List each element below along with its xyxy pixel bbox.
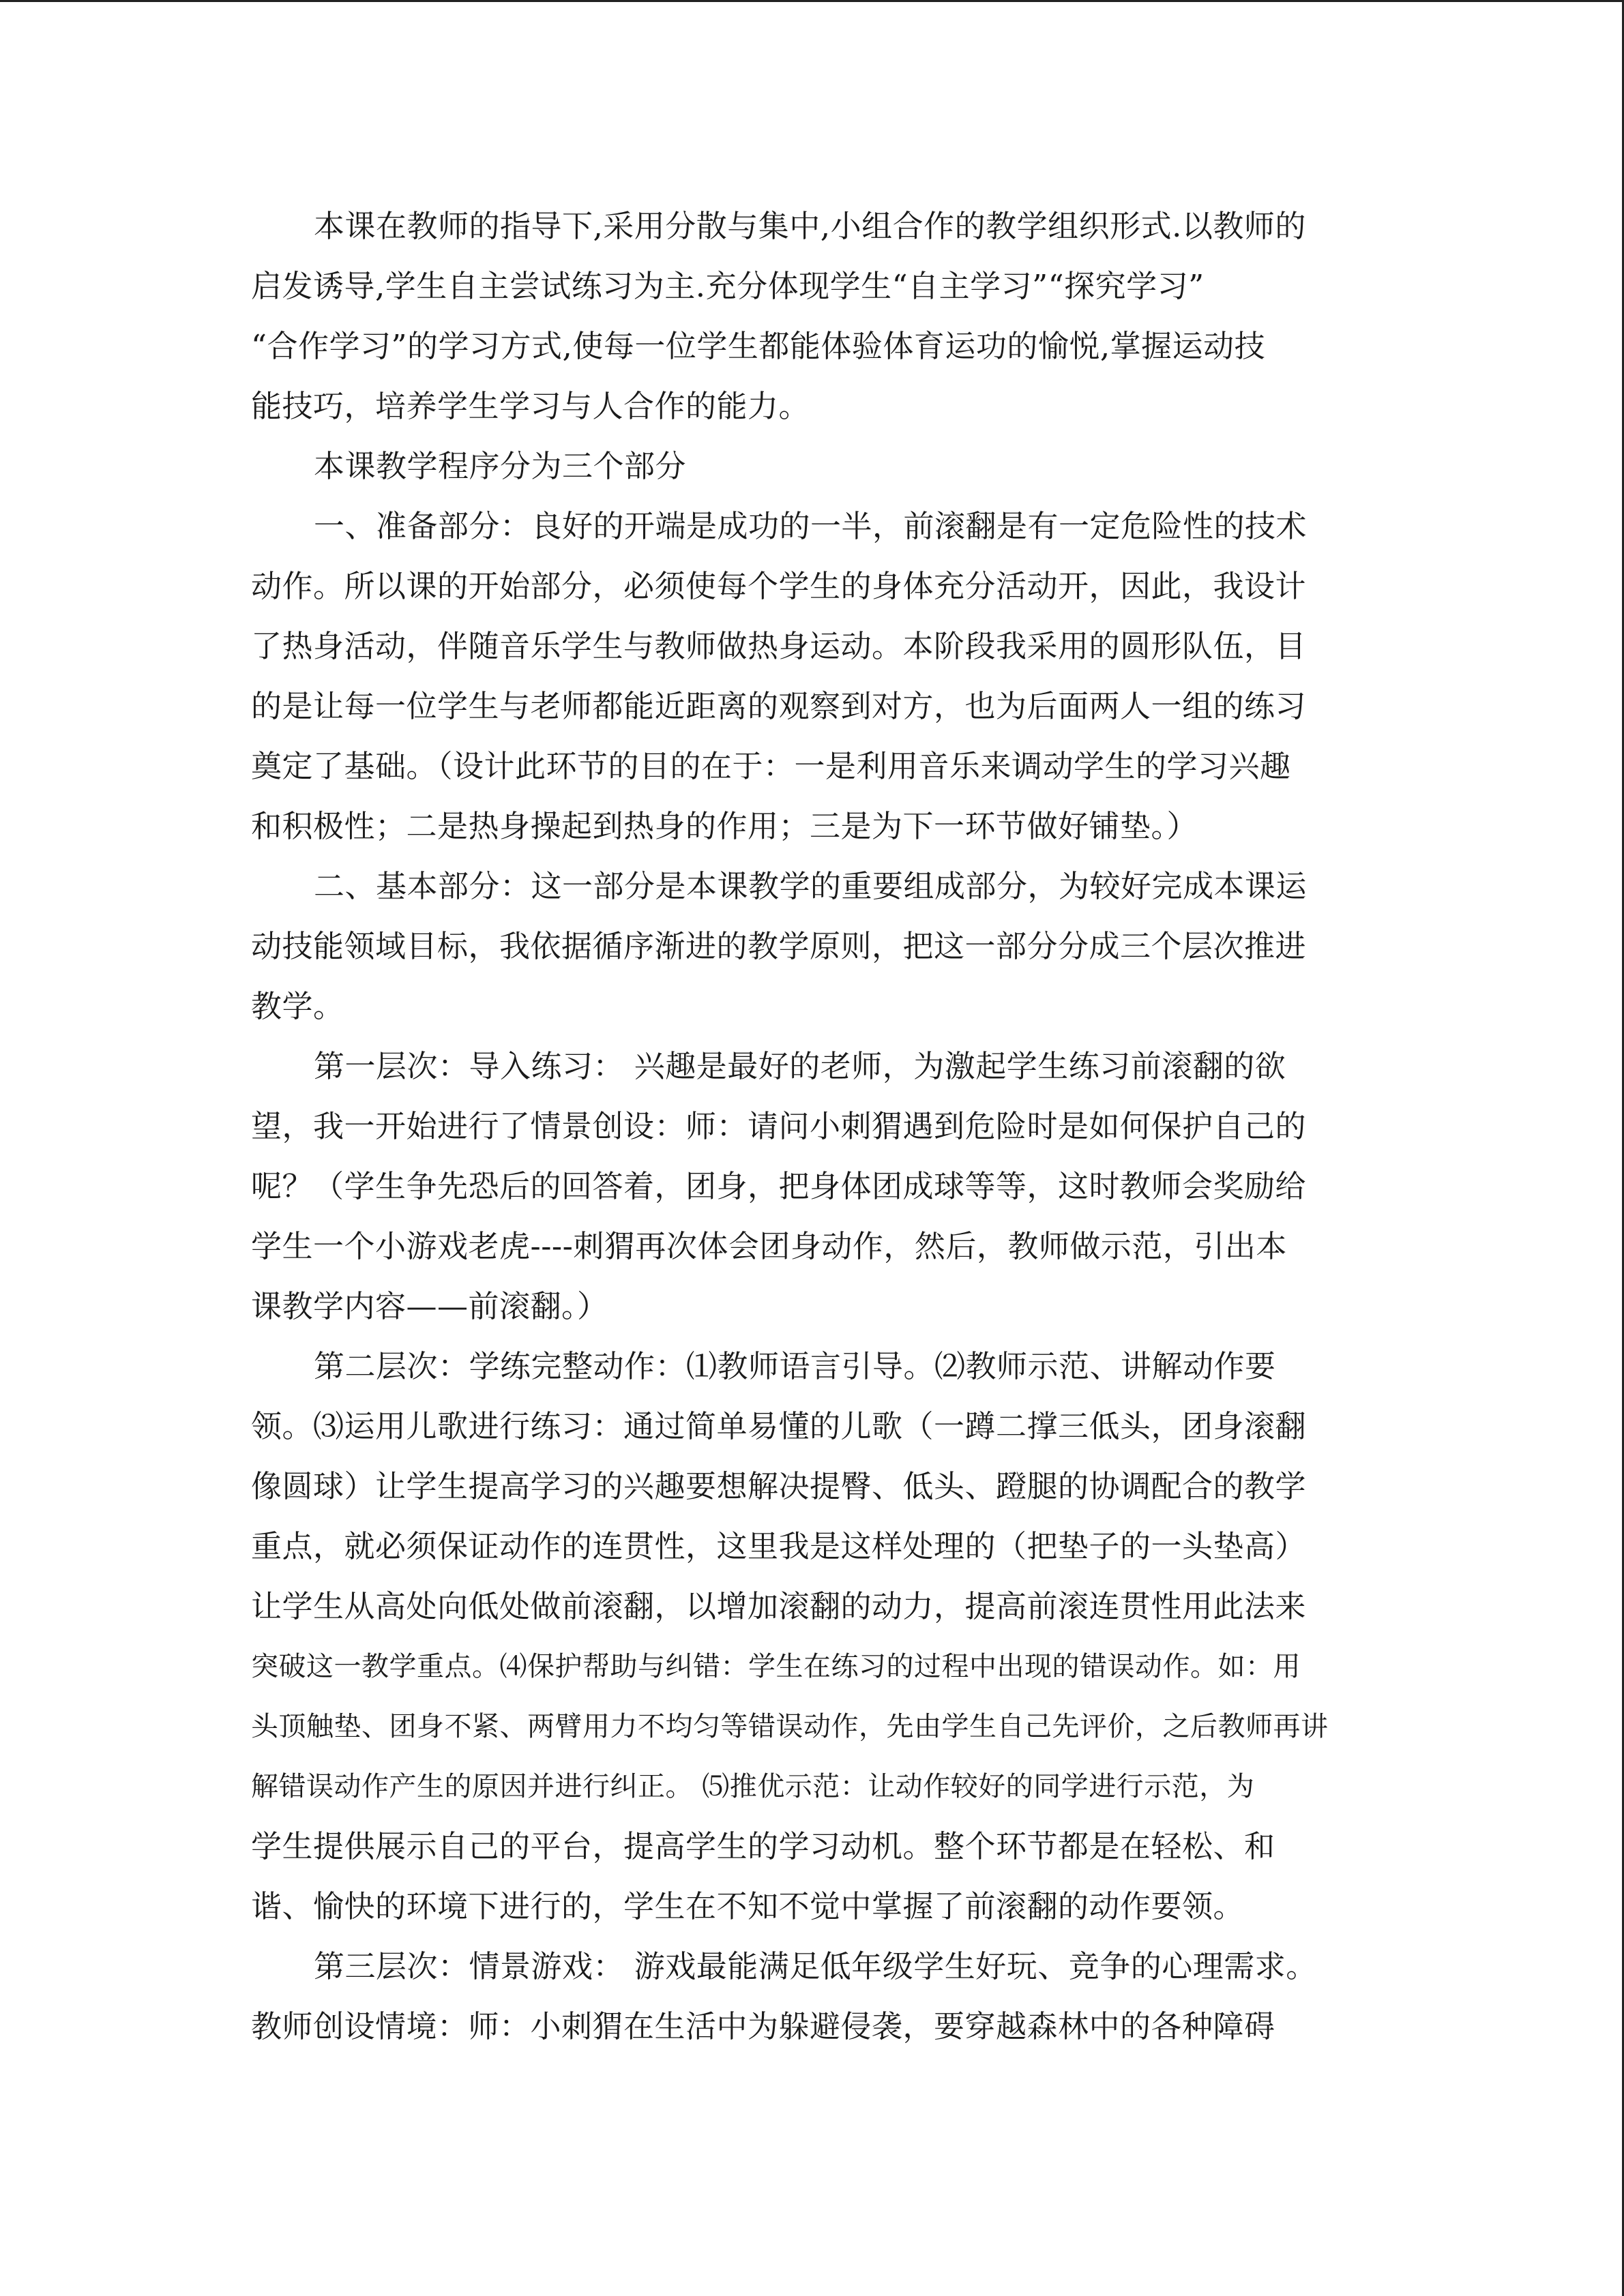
text-line: 领。⑶运用儿歌进行练习：通过简单易懂的儿歌（一蹲二撑三低头，团身滚翻 [251, 1408, 1307, 1444]
document-body [251, 196, 1383, 2057]
text-line: 教学。 [251, 988, 344, 1024]
text-line: 第二层次：学练完整动作：⑴教师语言引导。⑵教师示范、讲解动作要 [314, 1348, 1276, 1384]
text-line: 呢？（学生争先恐后的回答着，团身，把身体团成球等等，这时教师会奖励给 [251, 1168, 1307, 1204]
text-line: 二、基本部分：这一部分是本课教学的重要组成部分，为较好完成本课运 [314, 868, 1308, 904]
text-line: 解错误动作产生的原因并进行纠正。 ⑸推优示范：让动作较好的同学进行示范，为 [251, 1771, 1255, 1802]
text-line: 本课教学程序分为三个部分 [314, 448, 687, 484]
text-line: 本课在教师的指导下,采用分散与集中,小组合作的教学组织形式.以教师的 [314, 208, 1306, 244]
text-line: 让学生从高处向低处做前滚翻，以增加滚翻的动力，提高前滚连贯性用此法来 [251, 1588, 1307, 1624]
text-line: 一、准备部分：良好的开端是成功的一半，前滚翻是有一定危险性的技术 [314, 508, 1308, 544]
text-line: 能技巧，培养学生学习与人合作的能力。 [251, 388, 810, 424]
text-line: 和积极性；二是热身操起到热身的作用；三是为下一环节做好铺垫。） [251, 808, 1198, 844]
text-line: 奠定了基础。（设计此环节的目的在于：一是利用音乐来调动学生的学习兴趣 [251, 748, 1291, 784]
text-line: 望，我一开始进行了情景创设：师：请问小刺猬遇到危险时是如何保护自己的 [251, 1108, 1307, 1144]
text-line: 动作。所以课的开始部分，必须使每个学生的身体充分活动开，因此，我设计 [251, 568, 1307, 604]
text-line: 学生一个小游戏老虎----刺猬再次体会团身动作，然后，教师做示范，引出本 [251, 1228, 1287, 1264]
text-line: 头顶触垫、团身不紧、两臂用力不均匀等错误动作，先由学生自己先评价，之后教师再讲 [251, 1711, 1329, 1742]
text-line: 像圆球）让学生提高学习的兴趣要想解决提臀、低头、蹬腿的协调配合的教学 [251, 1468, 1307, 1504]
text-line: “合作学习”的学习方式,使每一位学生都能体验体育运功的愉悦,掌握运动技 [251, 328, 1266, 364]
text-line: 谐、愉快的环境下进行的，学生在不知不觉中掌握了前滚翻的动作要领。 [251, 1888, 1245, 1924]
text-line: 动技能领域目标，我依据循序渐进的教学原则，把这一部分分成三个层次推进 [251, 928, 1307, 964]
text-line: 学生提供展示自己的平台，提高学生的学习动机。整个环节都是在轻松、和 [251, 1828, 1275, 1864]
text-line: 课教学内容——前滚翻。） [251, 1288, 608, 1324]
text-line: 启发诱导,学生自主尝试练习为主.充分体现学生“自主学习”“探究学习” [251, 268, 1205, 304]
text-line: 教师创设情境：师：小刺猬在生活中为躲避侵袭，要穿越森林中的各种障碍 [251, 2008, 1275, 2044]
text-line: 突破这一教学重点。⑷保护帮助与纠错：学生在练习的过程中出现的错误动作。如：用 [251, 1651, 1301, 1682]
text-line: 了热身活动，伴随音乐学生与教师做热身运动。本阶段我采用的圆形队伍，目 [251, 628, 1307, 664]
text-line: 重点，就必须保证动作的连贯性，这里我是这样处理的（把垫子的一头垫高） [251, 1528, 1307, 1564]
text-line: 第三层次：情景游戏： 游戏最能满足低年级学生好玩、竞争的心理需求。 [314, 1948, 1317, 1984]
text-line: 的是让每一位学生与老师都能近距离的观察到对方，也为后面两人一组的练习 [251, 688, 1307, 724]
text-line: 第一层次：导入练习： 兴趣是最好的老师，为激起学生练习前滚翻的欲 [314, 1048, 1286, 1084]
